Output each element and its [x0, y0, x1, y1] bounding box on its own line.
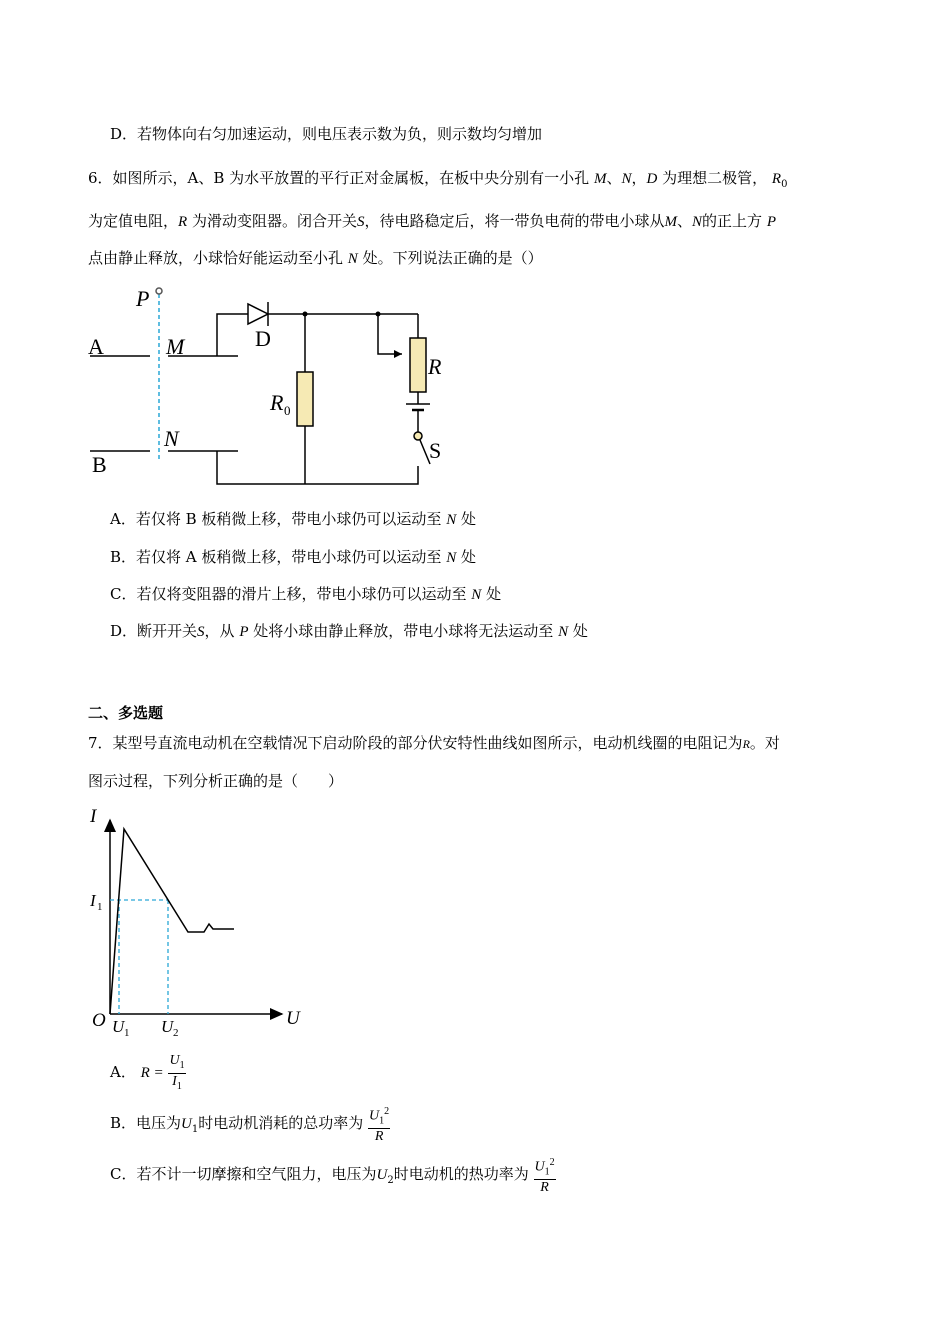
- var-r: R: [742, 737, 750, 751]
- circuit-diagram: [80, 282, 460, 492]
- q6-line-3: [88, 248, 543, 269]
- q6-line-2: [88, 211, 776, 232]
- var-d: D: [646, 171, 658, 187]
- den: R: [374, 1129, 384, 1145]
- label-r0: R: [270, 390, 284, 415]
- q5-option-d: D．若物体向右匀加速运动，则电压表示数为负，则示数均匀增加: [110, 125, 543, 143]
- opt-text: 处: [486, 585, 502, 603]
- var-p: P: [766, 214, 776, 230]
- num-sub: 1: [379, 1115, 385, 1127]
- var-u-sub: 2: [387, 1175, 394, 1186]
- var-r0-sub: 0: [781, 179, 788, 190]
- iv-curve: [110, 829, 234, 1014]
- var-s: S: [197, 624, 205, 640]
- q7-option-b: [110, 1103, 390, 1143]
- comma: ，: [631, 169, 647, 187]
- var-n: N: [446, 512, 457, 528]
- q6-option-c: [110, 584, 501, 605]
- q6-text: 处。下列说法正确的是（）: [362, 249, 543, 267]
- var-n: N: [692, 214, 703, 230]
- opt-text: 处: [460, 510, 476, 528]
- label-u2: U: [161, 1017, 174, 1036]
- q7-line-1: [88, 733, 780, 754]
- q6-text: 为滑动变阻器。闭合开关: [187, 212, 357, 230]
- diode-icon: [248, 304, 268, 324]
- q6-text: 6．如图所示，A、B 为水平放置的平行正对金属板，在板中央分别有一小孔: [88, 169, 590, 187]
- opt-label: A．: [110, 1063, 136, 1081]
- num: U: [169, 1052, 180, 1068]
- den-sub: 1: [176, 1080, 182, 1092]
- sep: 、: [606, 169, 622, 187]
- q6-text: 点由静止释放，小球恰好能运动至小孔: [88, 249, 344, 267]
- fraction: [168, 1053, 185, 1094]
- opt-label: B．电压为: [110, 1114, 182, 1132]
- q7-text: 。对: [749, 734, 780, 752]
- opt-text: A．若仅将 B 板稍微上移，带电小球仍可以运动至: [110, 510, 442, 528]
- var-u: U: [376, 1167, 388, 1183]
- q6-option-b: [110, 547, 476, 568]
- fraction: [368, 1104, 390, 1144]
- label-s: S: [429, 438, 442, 463]
- q6-line-1: [88, 168, 787, 195]
- q6-text: 为理想二极管，: [657, 169, 768, 187]
- point-p: [156, 288, 162, 294]
- q7-option-c: [110, 1154, 556, 1194]
- label-d: D: [255, 326, 271, 351]
- var-m: M: [593, 171, 607, 187]
- resistor-r0: [297, 372, 313, 426]
- section-title: 二、多选题: [88, 704, 164, 722]
- var-u-sub: 1: [191, 1124, 199, 1135]
- num-sub: 1: [544, 1166, 550, 1178]
- label-b: B: [92, 452, 107, 477]
- var-u: U: [181, 1116, 192, 1132]
- var-r0: R: [771, 171, 782, 187]
- opt-text: D．断开开关: [110, 622, 198, 640]
- switch-icon: [414, 432, 422, 440]
- opt-text: 处: [572, 622, 588, 640]
- var-s: S: [356, 214, 365, 230]
- label-i: I: [90, 806, 97, 827]
- rheostat-r: [410, 338, 426, 392]
- var-n: N: [558, 624, 569, 640]
- formula-lhs: R =: [140, 1065, 164, 1081]
- label-u2-sub: 2: [173, 1027, 179, 1039]
- label-p: P: [136, 286, 150, 311]
- label-a: A: [88, 334, 104, 359]
- opt-text: 时电动机消耗的总功率为: [198, 1114, 364, 1132]
- var-r: R: [178, 214, 188, 230]
- label-u1: U: [112, 1017, 125, 1036]
- label-i1: I: [90, 891, 96, 910]
- label-u1-sub: 1: [124, 1027, 130, 1039]
- label-m: M: [166, 334, 185, 359]
- den: R: [540, 1180, 549, 1196]
- label-r0-sub: 0: [284, 403, 291, 418]
- label-n: N: [164, 426, 179, 451]
- var-n: N: [471, 587, 482, 603]
- q6-option-a: [110, 509, 476, 530]
- sep: 、: [676, 212, 692, 230]
- iv-curve-graph: [82, 800, 322, 1045]
- q6-text: 的正上方: [702, 212, 763, 230]
- q6-text: ，待电路稳定后，将一带负电荷的带电小球从: [364, 212, 665, 230]
- opt-text: 处: [460, 548, 476, 566]
- den: I: [172, 1073, 177, 1089]
- opt-text: 时电动机的热功率为: [393, 1165, 529, 1183]
- label-o: O: [92, 1010, 106, 1031]
- opt-text: B．若仅将 A 板稍微上移，带电小球仍可以运动至: [110, 548, 442, 566]
- label-r: R: [428, 354, 442, 379]
- var-m: M: [664, 214, 677, 230]
- q6-option-d: [110, 621, 588, 642]
- var-n: N: [446, 550, 457, 566]
- opt-text: 处将小球由静止释放，带电小球将无法运动至: [253, 622, 554, 640]
- opt-label: C．若不计一切摩擦和空气阻力，电压为: [110, 1165, 377, 1183]
- var-n: N: [621, 171, 632, 187]
- q6-text: 为定值电阻，: [88, 212, 179, 230]
- num-sub: 1: [179, 1059, 185, 1071]
- opt-text: ，从: [204, 622, 235, 640]
- var-p: P: [239, 624, 249, 640]
- label-u: U: [286, 1008, 300, 1029]
- num: U: [534, 1159, 545, 1175]
- q7-text: 7．某型号直流电动机在空载情况下启动阶段的部分伏安特性曲线如图所示，电动机线圈的电阻记为: [88, 734, 743, 752]
- label-i1-sub: 1: [97, 901, 103, 913]
- num: U: [369, 1108, 380, 1124]
- num-sup: 2: [549, 1156, 555, 1168]
- opt-text: C．若仅将变阻器的滑片上移，带电小球仍可以运动至: [110, 585, 467, 603]
- q7-line-2: 图示过程，下列分析正确的是（ ）: [88, 772, 344, 790]
- num-sup: 2: [384, 1105, 390, 1117]
- slider-arrow-icon: [394, 350, 402, 358]
- q7-option-a: [110, 1052, 186, 1092]
- fraction: [534, 1155, 556, 1195]
- var-n: N: [347, 251, 358, 267]
